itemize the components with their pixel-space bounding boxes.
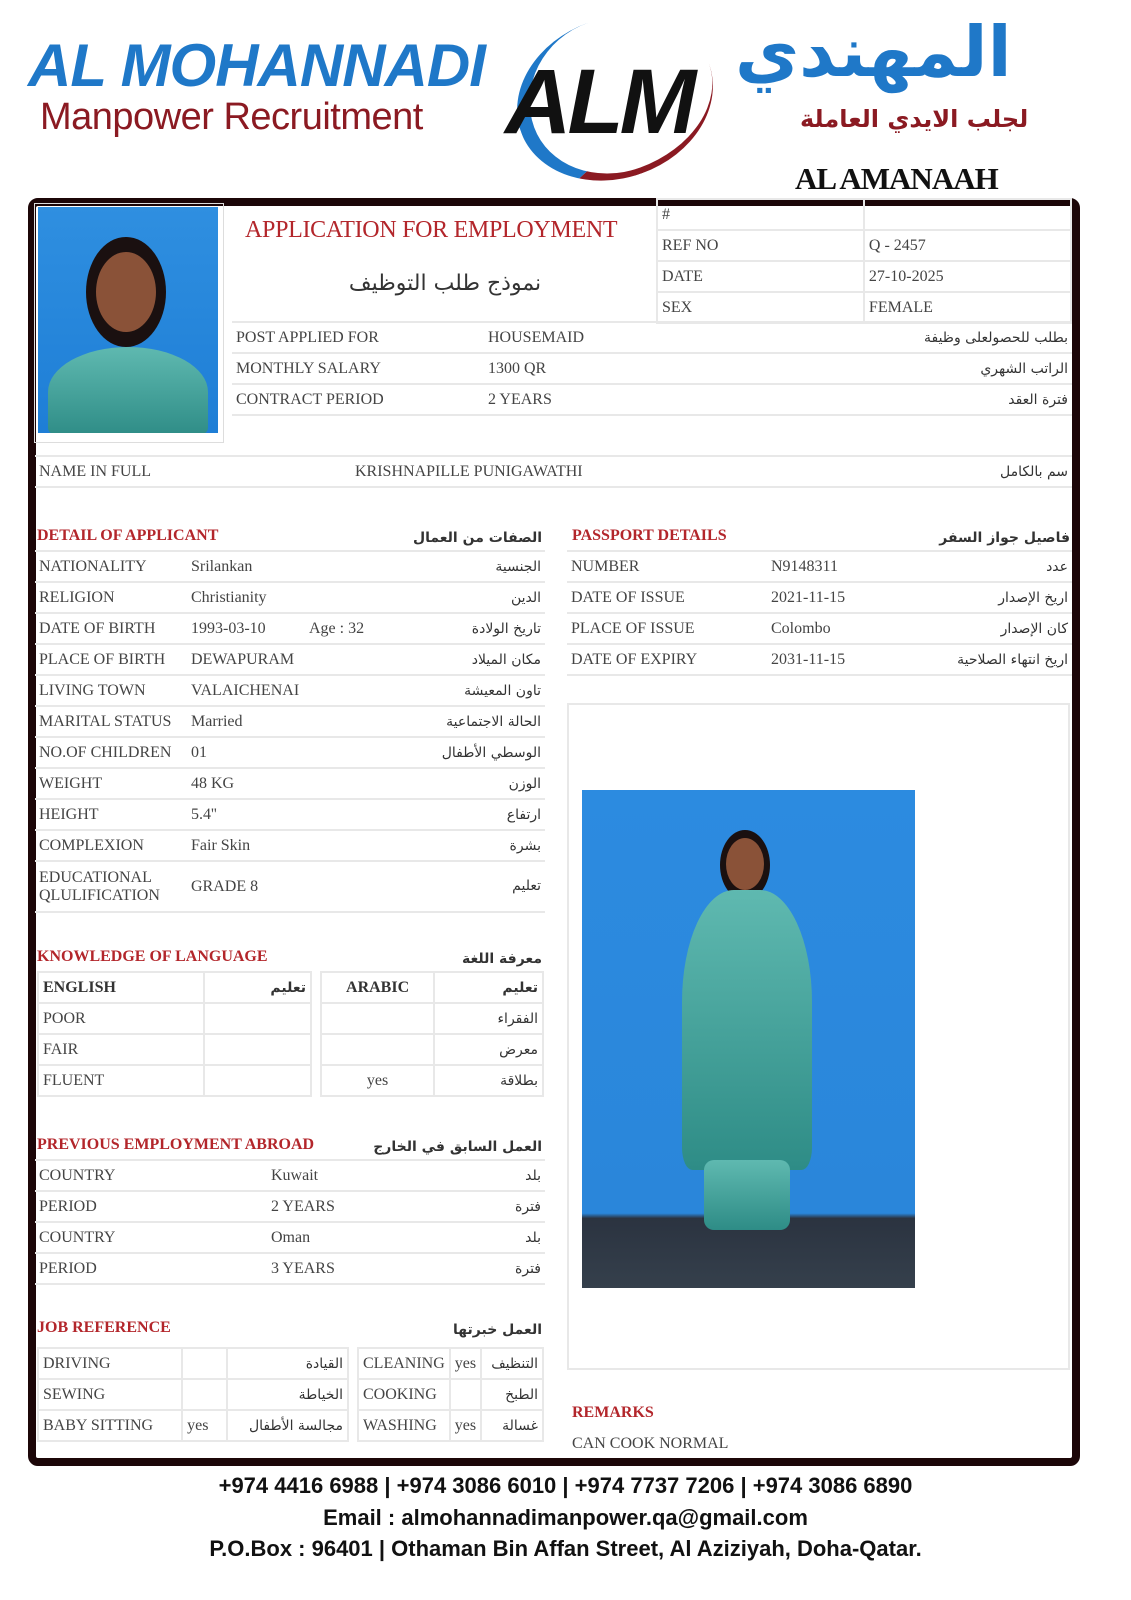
table-row (35, 551, 545, 582)
field-value: 1300 QR (484, 353, 784, 384)
field-value (864, 199, 1071, 230)
level-value (204, 1034, 311, 1065)
field-extra (305, 768, 415, 799)
field-label-ar: بشرة (415, 830, 545, 861)
field-value: Colombo (767, 613, 907, 644)
field-extra (305, 675, 415, 706)
field-label: NO.OF CHILDREN (35, 737, 187, 768)
table-row (38, 1348, 348, 1379)
field-value: Srilankan (187, 551, 305, 582)
field-label: PLACE OF BIRTH (35, 644, 187, 675)
field-label-ar: تعليم (415, 861, 545, 912)
table-row (657, 292, 1071, 323)
skill-value (450, 1379, 482, 1410)
logo-ar-subtitle: لجلب الايدي العاملة (800, 105, 1029, 133)
skill-label-ar: القيادة (227, 1348, 348, 1379)
field-label-ar: مكان الميلاد (415, 644, 545, 675)
skill-value: yes (450, 1348, 482, 1379)
field-value: DEWAPURAM (187, 644, 305, 675)
field-extra (305, 551, 415, 582)
logo-ar-name: المهندي (735, 11, 1012, 93)
field-label: MONTHLY SALARY (232, 353, 484, 384)
field-label: DATE (657, 261, 864, 292)
field-label: NUMBER (567, 551, 767, 582)
skill-label-ar: الطبخ (481, 1379, 543, 1410)
field-label: DATE OF BIRTH (35, 613, 187, 644)
field-label-ar: الوسطي الأطفال (415, 737, 545, 768)
field-label: WEIGHT (35, 768, 187, 799)
table-row (38, 972, 311, 1003)
field-label: NAME IN FULL (35, 456, 351, 487)
field-label: POST APPLIED FOR (232, 322, 484, 353)
table-row (35, 861, 545, 912)
portrait-photo (38, 207, 218, 433)
skill-label: WASHING (358, 1410, 450, 1441)
field-label-ar: الجنسية (415, 551, 545, 582)
level-value: ARABIC (321, 972, 434, 1003)
level-label-ar: الفقراء (434, 1003, 543, 1034)
field-extra (305, 706, 415, 737)
field-label-ar: بلد (467, 1160, 545, 1191)
logo-en-subtitle: Manpower Recruitment (40, 96, 423, 138)
previous-table-grid (35, 1159, 545, 1285)
field-label-ar: بلد (467, 1222, 545, 1253)
logo-mark: ALM (505, 51, 693, 153)
post-table-grid (232, 321, 1072, 416)
field-extra (305, 861, 415, 912)
field-label: DATE OF EXPIRY (567, 644, 767, 675)
field-label: PLACE OF ISSUE (567, 613, 767, 644)
field-value: 27-10-2025 (864, 261, 1071, 292)
field-value: FEMALE (864, 292, 1071, 323)
field-value: 2 YEARS (267, 1191, 467, 1222)
table-row (35, 644, 545, 675)
skill-label: CLEANING (358, 1348, 450, 1379)
field-label: COUNTRY (35, 1222, 267, 1253)
form-title: APPLICATION FOR EMPLOYMENT (245, 217, 618, 243)
skill-value (182, 1379, 227, 1410)
skill-label: BABY SITTING (38, 1410, 182, 1441)
table-row (232, 322, 1072, 353)
table-row (657, 230, 1071, 261)
field-label-ar: بطلب للحصولعلى وظيفة (784, 322, 1072, 353)
table-row (38, 1034, 311, 1065)
field-value: 5.4'' (187, 799, 305, 830)
logo-en-name: AL MOHANNADI (28, 32, 485, 99)
table-row (35, 613, 545, 644)
field-value: GRADE 8 (187, 861, 305, 912)
branch-name: AL AMANAAH (795, 161, 998, 196)
table-row (35, 675, 545, 706)
field-value: Oman (267, 1222, 467, 1253)
remarks-text: CAN COOK NORMAL (572, 1435, 729, 1452)
table-row (321, 972, 543, 1003)
field-label: SEX (657, 292, 864, 323)
level-label: POOR (38, 1003, 204, 1034)
field-label-ar: تاريخ الولادة (415, 613, 545, 644)
table-row (35, 706, 545, 737)
level-value (321, 1034, 434, 1065)
field-label: # (657, 199, 864, 230)
skill-value (182, 1348, 227, 1379)
name-table (35, 455, 1072, 488)
level-label-ar: معرض (434, 1034, 543, 1065)
table-row (567, 551, 1072, 582)
skill-value: yes (450, 1410, 482, 1441)
field-value: Kuwait (267, 1160, 467, 1191)
skill-label-ar: الخياطة (227, 1379, 348, 1410)
table-row (38, 1410, 348, 1441)
previous-section-title-ar: العمل السابق في الخارج (373, 1139, 542, 1155)
job-section-title-ar: العمل خبرتها (453, 1322, 542, 1338)
field-value: 3 YEARS (267, 1253, 467, 1284)
language-section-title: KNOWLEDGE OF LANGUAGE (37, 948, 268, 965)
field-label: DATE OF ISSUE (567, 582, 767, 613)
table-row (321, 1034, 543, 1065)
level-label: FAIR (38, 1034, 204, 1065)
skill-value: yes (182, 1410, 227, 1441)
table-row (35, 830, 545, 861)
table-row (567, 582, 1072, 613)
field-extra (305, 582, 415, 613)
level-value: yes (321, 1065, 434, 1096)
table-row (35, 1253, 545, 1284)
table-row (35, 768, 545, 799)
passport-table-grid (567, 550, 1072, 676)
skill-label: SEWING (38, 1379, 182, 1410)
table-row (358, 1410, 543, 1441)
field-label: CONTRACT PERIOD (232, 384, 484, 415)
job-right-table-grid (357, 1347, 544, 1442)
field-label: COUNTRY (35, 1160, 267, 1191)
table-row (232, 384, 1072, 415)
field-value: KRISHNAPILLE PUNIGAWATHI (351, 456, 751, 487)
field-label: REF NO (657, 230, 864, 261)
field-value: N9148311 (767, 551, 907, 582)
field-value: Married (187, 706, 305, 737)
applicant-section-title-ar: الصفات من العمال (412, 530, 542, 546)
field-label: COMPLEXION (35, 830, 187, 861)
field-extra (305, 737, 415, 768)
table-row (567, 613, 1072, 644)
table-row (657, 261, 1071, 292)
field-value: VALAICHENAI (187, 675, 305, 706)
field-label-ar: فترة العقد (784, 384, 1072, 415)
field-label: HEIGHT (35, 799, 187, 830)
level-label: ENGLISH (38, 972, 204, 1003)
field-label-ar: اريخ انتهاء الصلاحية (907, 644, 1072, 675)
table-row (35, 1160, 545, 1191)
field-extra (305, 830, 415, 861)
level-label-ar: تعليم (434, 972, 543, 1003)
table-row (657, 199, 1071, 230)
full-body-photo (582, 790, 915, 1288)
table-row (567, 644, 1072, 675)
skill-label: COOKING (358, 1379, 450, 1410)
field-extra (305, 799, 415, 830)
field-extra (305, 644, 415, 675)
field-value: 01 (187, 737, 305, 768)
language-section-title-ar: معرفة اللغة (462, 951, 542, 967)
skill-label-ar: مجالسة الأطفال (227, 1410, 348, 1441)
passport-section-title: PASSPORT DETAILS (572, 527, 727, 544)
field-value: 2021-11-15 (767, 582, 907, 613)
table-row (38, 1003, 311, 1034)
table-row (38, 1379, 348, 1410)
table-row (35, 1191, 545, 1222)
field-label-ar: اريخ الإصدار (907, 582, 1072, 613)
field-label-ar: فترة (467, 1191, 545, 1222)
table-row (321, 1065, 543, 1096)
level-label-ar: بطلاقة (434, 1065, 543, 1096)
table-row (35, 582, 545, 613)
field-value: Christianity (187, 582, 305, 613)
field-extra: Age : 32 (305, 613, 415, 644)
applicant-table-grid (35, 550, 545, 913)
level-value (204, 1003, 311, 1034)
field-label: RELIGION (35, 582, 187, 613)
applicant-section-title: DETAIL OF APPLICANT (37, 527, 219, 544)
field-label: MARITAL STATUS (35, 706, 187, 737)
level-value: تعليم (204, 972, 311, 1003)
remarks-title: REMARKS (572, 1404, 654, 1421)
footer-email: Email : almohannadimanpower.qa@gmail.com (323, 1505, 808, 1530)
field-label: PERIOD (35, 1253, 267, 1284)
skill-label-ar: غسالة (481, 1410, 543, 1441)
field-label-ar: سم بالكامل (751, 456, 1072, 487)
arabic-table-grid (320, 971, 544, 1097)
skill-label: DRIVING (38, 1348, 182, 1379)
field-label-ar: فترة (467, 1253, 545, 1284)
skill-label-ar: التنظيف (481, 1348, 543, 1379)
level-value (321, 1003, 434, 1034)
field-value: 2031-11-15 (767, 644, 907, 675)
field-label: PERIOD (35, 1191, 267, 1222)
table-row (232, 353, 1072, 384)
table-row (35, 456, 1072, 487)
field-label: NATIONALITY (35, 551, 187, 582)
job-section-title: JOB REFERENCE (37, 1319, 171, 1336)
field-label: LIVING TOWN (35, 675, 187, 706)
form-title-ar: نموذج طلب التوظيف (348, 271, 542, 296)
table-row (35, 799, 545, 830)
table-row (35, 737, 545, 768)
ref-table-grid (656, 198, 1072, 324)
previous-section-title: PREVIOUS EMPLOYMENT ABROAD (37, 1136, 315, 1153)
field-value: 2 YEARS (484, 384, 784, 415)
passport-section-title-ar: فاصيل جواز السفر (939, 530, 1070, 546)
level-label: FLUENT (38, 1065, 204, 1096)
footer-phones: +974 4416 6988 | +974 3086 6010 | +974 7737 7206 | +974 3086 6890 (218, 1473, 913, 1498)
field-label-ar: الدين (415, 582, 545, 613)
field-value: 48 KG (187, 768, 305, 799)
field-value: Fair Skin (187, 830, 305, 861)
field-label: EDUCATIONAL QLULIFICATION (35, 861, 187, 912)
field-label-ar: الحالة الاجتماعية (415, 706, 545, 737)
table-row (358, 1379, 543, 1410)
field-label-ar: كان الإصدار (907, 613, 1072, 644)
table-row (358, 1348, 543, 1379)
footer-address: P.O.Box : 96401 | Othaman Bin Affan Street, Al Aziziyah, Doha-Qatar. (209, 1536, 922, 1561)
field-label-ar: ارتفاع (415, 799, 545, 830)
field-value: HOUSEMAID (484, 322, 784, 353)
field-label-ar: تاون المعيشة (415, 675, 545, 706)
job-left-table-grid (37, 1347, 349, 1442)
field-label-ar: الوزن (415, 768, 545, 799)
field-label-ar: الراتب الشهري (784, 353, 1072, 384)
field-value: 1993-03-10 (187, 613, 305, 644)
level-value (204, 1065, 311, 1096)
table-row (321, 1003, 543, 1034)
table-row (38, 1065, 311, 1096)
english-table-grid (37, 971, 312, 1097)
field-label-ar: عدد (907, 551, 1072, 582)
table-row (35, 1222, 545, 1253)
field-value: Q - 2457 (864, 230, 1071, 261)
